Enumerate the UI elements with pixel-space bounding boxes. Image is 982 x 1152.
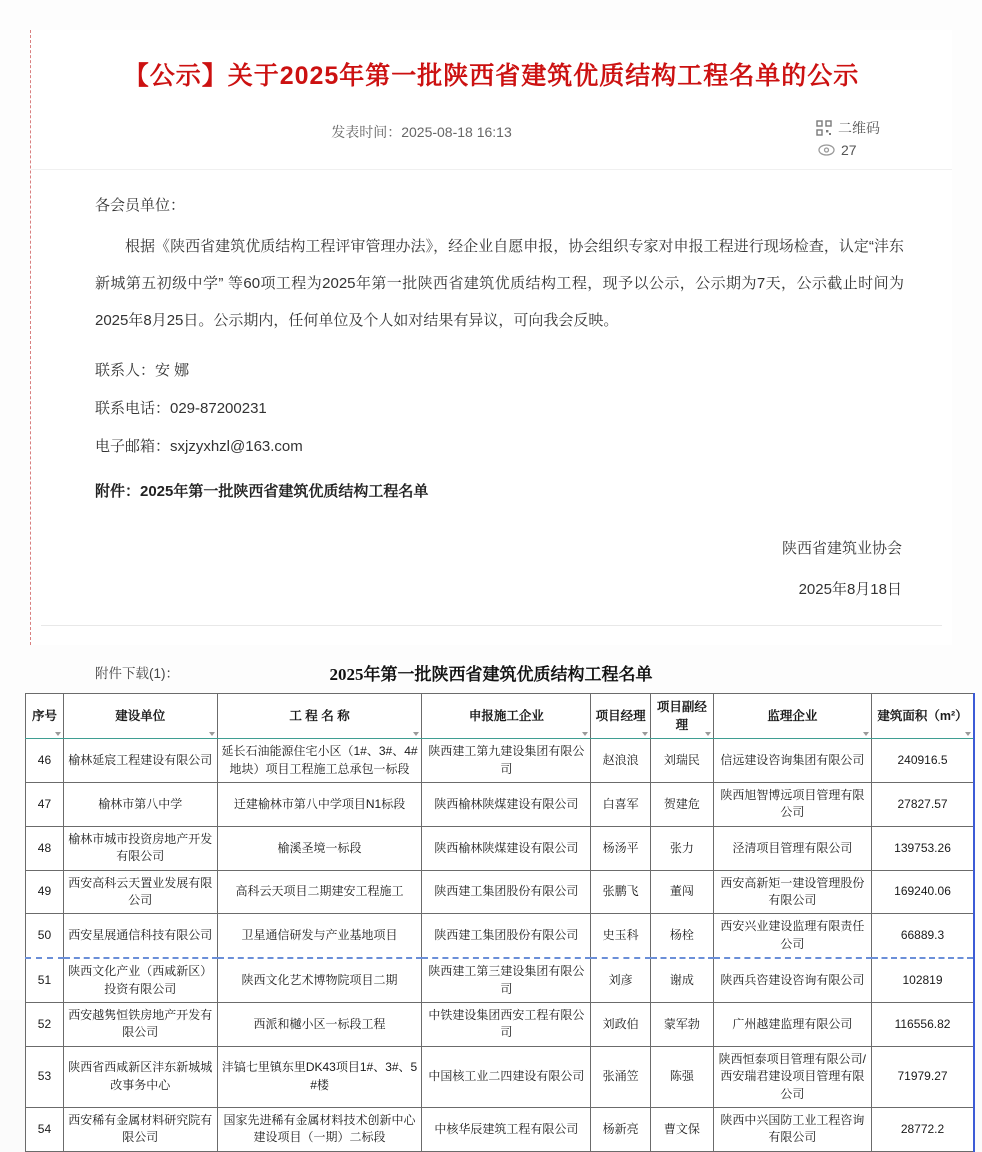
table-cell: 董闯 (651, 870, 714, 914)
table-cell: 信远建设咨询集团有限公司 (713, 739, 871, 783)
table-cell: 139753.26 (872, 826, 974, 870)
table-cell: 曹文保 (651, 1107, 714, 1151)
table-cell: 50 (26, 914, 64, 958)
table-cell: 27827.57 (872, 783, 974, 827)
table-cell: 240916.5 (872, 739, 974, 783)
table-cell: 谢成 (651, 958, 714, 1002)
column-header-label: 项目副经理 (656, 700, 707, 733)
table-cell: 史玉科 (591, 914, 651, 958)
table-cell: 102819 (872, 958, 974, 1002)
column-header (713, 694, 871, 739)
table-cell: 陕西恒泰项目管理有限公司/西安瑞君建设项目管理有限公司 (713, 1046, 871, 1107)
table-cell: 中国核工业二四建设有限公司 (422, 1046, 591, 1107)
table-cell: 116556.82 (872, 1002, 974, 1046)
table-cell: 榆林市城市投资房地产开发有限公司 (63, 826, 217, 870)
table-cell: 杨栓 (651, 914, 714, 958)
column-header (591, 694, 651, 739)
view-count: 27 (841, 142, 857, 158)
table-cell: 陕西省西咸新区沣东新城城改事务中心 (63, 1046, 217, 1107)
table-cell: 泾清项目管理有限公司 (713, 826, 871, 870)
table-cell: 蒙军勃 (651, 1002, 714, 1046)
table-cell: 169240.06 (872, 870, 974, 914)
divider (41, 625, 942, 626)
org-name: 陕西省建筑业协会 (781, 540, 902, 558)
qrcode-toggle[interactable] (816, 118, 880, 138)
column-header-label: 建设单位 (115, 709, 166, 724)
table-cell: 刘政伯 (591, 1002, 651, 1046)
column-header (872, 694, 974, 739)
filter-dropdown-icon[interactable] (863, 732, 869, 736)
column-header-label: 项目经理 (595, 709, 646, 724)
salutation: 各会员单位： (95, 197, 186, 214)
table-cell: 卫星通信研发与产业基地项目 (217, 914, 422, 958)
table-row (26, 1046, 975, 1107)
table-cell: 西安越隽恒铁房地产开发有限公司 (63, 1002, 217, 1046)
table-section (0, 660, 982, 1152)
table-cell: 刘彦 (591, 958, 651, 1002)
table-cell: 51 (26, 958, 64, 1002)
table-cell: 西安高科云天置业发展有限公司 (63, 870, 217, 914)
table-cell: 白喜军 (591, 783, 651, 827)
qrcode-label: 二维码 (838, 120, 880, 136)
notice-card (30, 30, 952, 682)
table-body (26, 739, 975, 1151)
publish-time: 发表时间：2025-08-18 16:13 (331, 124, 512, 140)
table-cell: 高科云天项目二期建安工程施工 (217, 870, 422, 914)
table-cell: 西安星展通信科技有限公司 (63, 914, 217, 958)
table-row (26, 1002, 975, 1046)
column-header (651, 694, 714, 739)
table-cell: 陕西榆林陕煤建设有限公司 (422, 783, 591, 827)
table-cell: 陕西文化产业（西咸新区）投资有限公司 (63, 958, 217, 1002)
table-cell: 71979.27 (872, 1046, 974, 1107)
table-cell: 陕西建工集团股份有限公司 (422, 870, 591, 914)
table-cell: 陕西中兴国防工业工程咨询有限公司 (713, 1107, 871, 1151)
table-cell: 杨汤平 (591, 826, 651, 870)
table-cell: 中核华辰建筑工程有限公司 (422, 1107, 591, 1151)
project-table (25, 693, 975, 1152)
attachment-line: 附件：2025年第一批陕西省建筑优质结构工程名单 (95, 483, 429, 501)
table-cell: 西派和樾小区一标段工程 (217, 1002, 422, 1046)
table-cell: 陕西建工集团股份有限公司 (422, 914, 591, 958)
table-cell: 西安兴业建设监理有限责任公司 (713, 914, 871, 958)
table-cell: 49 (26, 870, 64, 914)
table-cell: 48 (26, 826, 64, 870)
contact-phone: 联系电话：029-87200231 (95, 400, 267, 418)
table-cell: 榆溪圣境一标段 (217, 826, 422, 870)
table-cell: 中铁建设集团西安工程有限公司 (422, 1002, 591, 1046)
table-row (26, 870, 975, 914)
table-cell: 杨新亮 (591, 1107, 651, 1151)
table-cell: 陈强 (651, 1046, 714, 1107)
table-cell: 46 (26, 739, 64, 783)
filter-dropdown-icon[interactable] (642, 732, 648, 736)
notice-body (31, 194, 952, 599)
filter-dropdown-icon[interactable] (582, 732, 588, 736)
meta-row (31, 118, 952, 170)
table-cell: 陕西文化艺术博物院项目二期 (217, 958, 422, 1002)
column-header-label: 监理企业 (767, 709, 818, 724)
table-cell: 54 (26, 1107, 64, 1151)
table-row (26, 958, 975, 1002)
table-cell: 西安稀有金属材料研究院有限公司 (63, 1107, 217, 1151)
table-cell: 陕西兵咨建设咨询有限公司 (713, 958, 871, 1002)
table-cell: 66889.3 (872, 914, 974, 958)
table-cell: 榆林市第八中学 (63, 783, 217, 827)
column-header-label: 工 程 名 称 (289, 709, 350, 724)
table-cell: 28772.2 (872, 1107, 974, 1151)
table-row (26, 783, 975, 827)
column-header (26, 694, 64, 739)
table-cell: 陕西旭智博远项目管理有限公司 (713, 783, 871, 827)
main-paragraph: 根据《陕西省建筑优质结构工程评审管理办法》，经企业自愿申报，协会组织专家对申报工程进行现场检查，认定“沣东新城第五初级中学” 等60项工程为2025年第一批陕西省建筑优质结构工程，现予以公示，公示期为7天，公示截止时间为2025年8月25日。公示期内，任何单位及个人如对结果有异议，可向我会反映。 (95, 238, 904, 329)
column-header-label: 申报施工企业 (468, 709, 544, 724)
signature-block (95, 537, 904, 599)
contact-person: 联系人：安 娜 (95, 362, 190, 380)
column-header (217, 694, 422, 739)
table-title: 2025年第一批陕西省建筑优质结构工程名单 (329, 665, 653, 684)
table-cell: 陕西建工第三建设集团有限公司 (422, 958, 591, 1002)
filter-dropdown-icon[interactable] (209, 732, 215, 736)
table-cell: 广州越建监理有限公司 (713, 1002, 871, 1046)
column-header (422, 694, 591, 739)
table-cell: 陕西建工第九建设集团有限公司 (422, 739, 591, 783)
sign-date: 2025年8月18日 (798, 581, 902, 599)
table-cell: 赵浪浪 (591, 739, 651, 783)
table-cell: 张力 (651, 826, 714, 870)
table-row (26, 826, 975, 870)
table-row (26, 1107, 975, 1151)
filter-dropdown-icon[interactable] (705, 732, 711, 736)
table-cell: 52 (26, 1002, 64, 1046)
table-cell: 陕西榆林陕煤建设有限公司 (422, 826, 591, 870)
view-counter (818, 140, 857, 160)
column-header-label: 建筑面积（m²） (877, 709, 968, 724)
filter-dropdown-icon[interactable] (413, 732, 419, 736)
table-cell: 国家先进稀有金属材料技术创新中心建设项目（一期）二标段 (217, 1107, 422, 1151)
table-header-row (26, 694, 975, 739)
table-cell: 迁建榆林市第八中学项目N1标段 (217, 783, 422, 827)
table-row (26, 914, 975, 958)
column-header (63, 694, 217, 739)
table-cell: 刘瑞民 (651, 739, 714, 783)
qrcode-icon[interactable] (816, 120, 832, 136)
attachment-download-label: 附件下载(1)： (95, 666, 179, 682)
table-cell: 西安高新矩一建设管理股份有限公司 (713, 870, 871, 914)
qr-block (816, 118, 880, 160)
table-cell: 沣镐七里镇东里DK43项目1#、3#、5#楼 (217, 1046, 422, 1107)
table-cell: 贺建危 (651, 783, 714, 827)
table-cell: 53 (26, 1046, 64, 1107)
page-title: 【公示】关于2025年第一批陕西省建筑优质结构工程名单的公示 (123, 62, 860, 90)
table-cell: 张鹏飞 (591, 870, 651, 914)
eye-icon (818, 144, 835, 156)
column-header-label: 序号 (31, 709, 57, 724)
table-cell: 张涌笠 (591, 1046, 651, 1107)
table-cell: 延长石油能源住宅小区（1#、3#、4#地块）项目工程施工总承包一标段 (217, 739, 422, 783)
filter-dropdown-icon[interactable] (965, 732, 971, 736)
filter-dropdown-icon[interactable] (55, 732, 61, 736)
table-cell: 47 (26, 783, 64, 827)
table-row (26, 739, 975, 783)
grid-wrap (25, 693, 975, 1152)
table-cell: 榆林延宸工程建设有限公司 (63, 739, 217, 783)
contact-email: 电子邮箱：sxjzyxhzl@163.com (95, 438, 303, 456)
